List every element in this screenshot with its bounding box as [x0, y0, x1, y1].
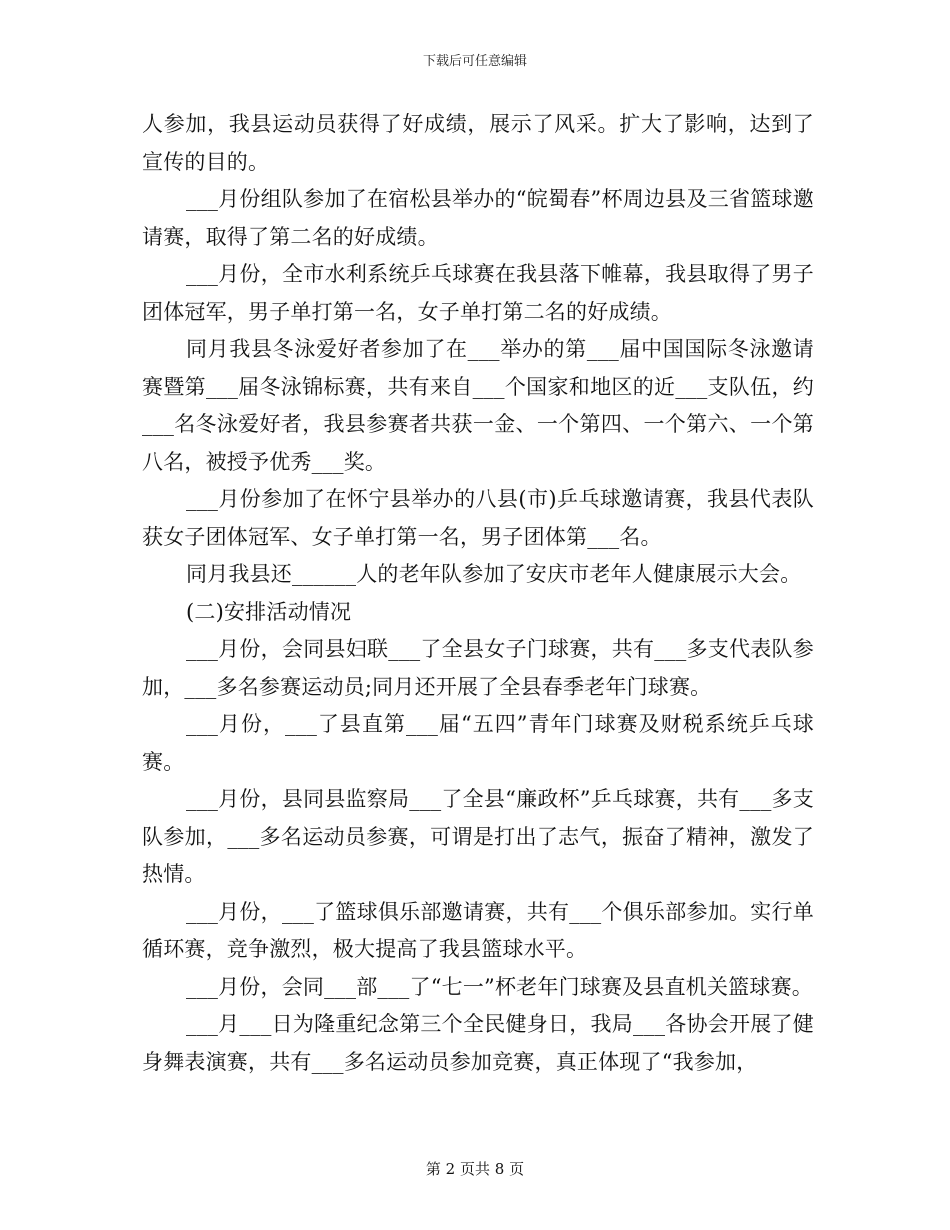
paragraph: ___月份，县同县监察局___了全县“廉政杯”乒乓球赛，共有___多支队参加，___多名运动员参赛，可谓是打出了志气，振奋了精神，激发了热情。 [142, 787, 814, 886]
paragraph: ___月___日为隆重纪念第三个全民健身日，我局___各协会开展了健身舞表演赛，共有___多名运动员参加竞赛，真正体现了“我参加， [142, 1012, 814, 1074]
paragraph: 同月我县冬泳爱好者参加了在___举办的第___届中国国际冬泳邀请赛暨第___届冬泳锦标赛，共有来自___个国家和地区的近___支队伍，约___名冬泳爱好者，我县参赛者共获一金、一个第四、一个第六、一个第八名，被授予优秀___奖。 [142, 337, 814, 474]
page-footer: 第 2 页共 8 页 [425, 1160, 525, 1178]
paragraph: ___月份，___了篮球俱乐部邀请赛，共有___个俱乐部参加。实行单循环赛，竞争激烈，极大提高了我县篮球水平。 [142, 899, 814, 961]
paragraph: ___月份参加了在怀宁县举办的八县(市)乒乓球邀请赛，我县代表队获女子团体冠军、女子单打第一名，男子团体第___名。 [142, 487, 814, 549]
paragraph: 同月我县还______人的老年队参加了安庆市老年人健康展示大会。 [186, 562, 802, 586]
paragraph: ___月份，会同___部___了“七一”杯老年门球赛及县直机关篮球赛。 [186, 974, 813, 999]
page-header: 下载后可任意编辑 [422, 54, 527, 69]
paragraph: 人参加，我县运动员获得了好成绩，展示了风采。扩大了影响，达到了宣传的目的。 [142, 112, 814, 174]
paragraph: ___月份，___了县直第___届“五四”青年门球赛及财税系统乒乓球赛。 [142, 712, 814, 774]
paragraph: ___月份组队参加了在宿松县举办的“皖蜀春”杯周边县及三省篮球邀请赛，取得了第二名的好成绩。 [142, 187, 814, 249]
paragraph: ___月份，会同县妇联___了全县女子门球赛，共有___多支代表队参加，___多名参赛运动员;同月还开展了全县春季老年门球赛。 [142, 637, 814, 699]
document-body [142, 106, 814, 1081]
paragraph: ___月份，全市水利系统乒乓球赛在我县落下帷幕，我县取得了男子团体冠军，男子单打第一名，女子单打第二名的好成绩。 [142, 262, 814, 324]
section-heading: (二)安排活动情况 [186, 599, 352, 624]
